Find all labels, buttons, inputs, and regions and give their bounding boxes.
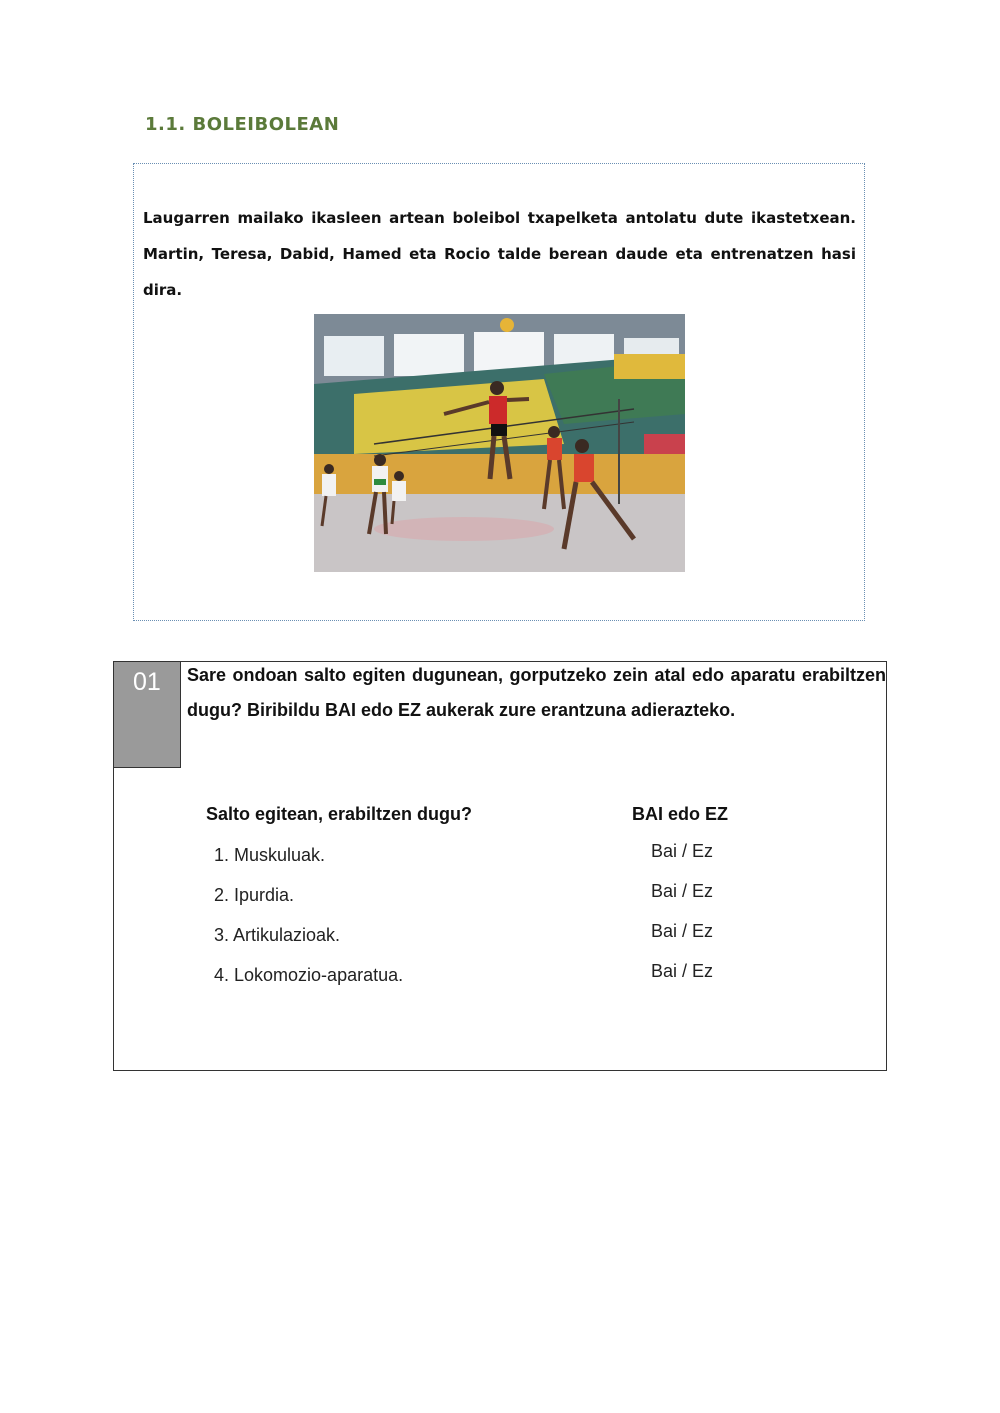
answer-choice[interactable]: Bai / Ez <box>651 921 714 941</box>
exercise-question: Sare ondoan salto egiten dugunean, gorputzeko zein atal edo aparatu erabiltzen dugu? Biribildu BAI edo EZ aukerak zure erantzuna adierazteko. <box>187 665 886 720</box>
exercise-number-box <box>114 662 181 768</box>
answer-choice[interactable]: Bai / Ez <box>651 961 714 981</box>
right-column-header: BAI edo EZ <box>632 804 729 824</box>
intro-line-1: Laugarren mailako ikasleen artean boleibol txapelketa antolatu dute ikastetxean. <box>143 209 856 227</box>
list-item: 4. Lokomozio-aparatua. <box>214 965 404 985</box>
list-item: 2. Ipurdia. <box>214 885 295 905</box>
intro-box <box>133 163 865 621</box>
list-item: 1. Muskuluak. <box>214 845 326 865</box>
answer-choice[interactable]: Bai / Ez <box>651 841 714 861</box>
intro-text <box>143 200 856 308</box>
section-title: 1.1. BOLEIBOLEAN <box>145 114 340 135</box>
answer-choice[interactable]: Bai / Ez <box>651 881 714 901</box>
intro-line-2: Martin, Teresa, Dabid, Hamed eta Rocio talde berean daude eta entrenatzen hasi dira. <box>143 245 856 299</box>
left-column-header: Salto egitean, erabiltzen dugu? <box>206 804 473 824</box>
volleyball-photo <box>314 314 685 572</box>
list-item: 3. Artikulazioak. <box>214 925 341 945</box>
exercise-box <box>113 661 887 1071</box>
exercise-number: 01 <box>133 668 161 696</box>
